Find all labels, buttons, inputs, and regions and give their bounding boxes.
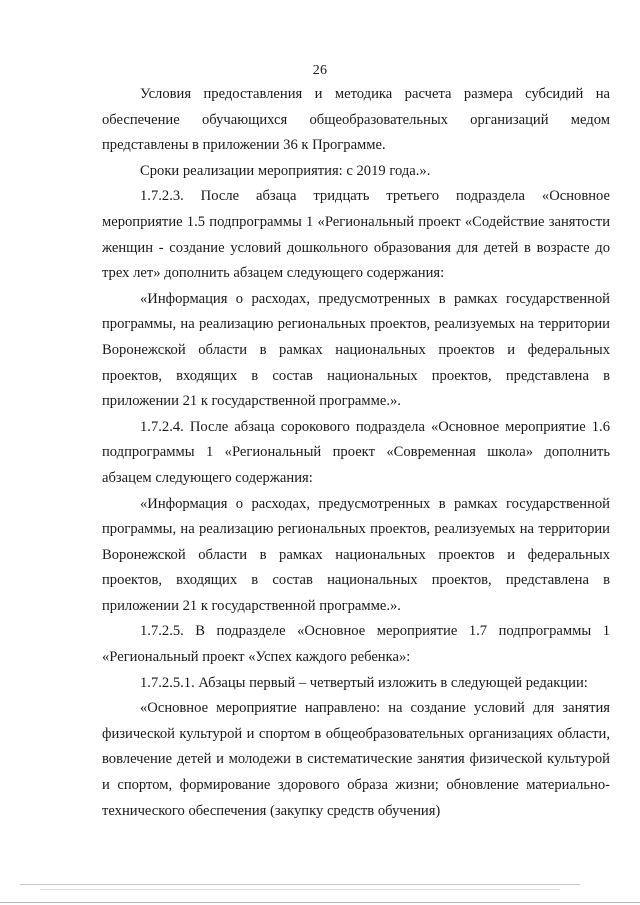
- paragraph-expenses-info-2: «Информация о расходах, предусмотренных в рамках государственной программы, на реализацию региональных проектов, реализуемых на территории Воронежской области в рамках национальных проектов и федеральных проектов, входящих в состав национальных проектов, представлена в приложении 21 к государственной программе.».: [102, 495, 610, 614]
- paragraph-expenses-info-1: «Информация о расходах, предусмотренных в рамках государственной программы, на реализацию региональных проектов, реализуемых на территории Воронежской области в рамках национальных проектов и федеральных проектов, входящих в состав национальных проектов, представлена в приложении 21 к государственной программе.».: [102, 290, 610, 410]
- page-number: 26: [312, 63, 328, 78]
- paragraph-subsidy-conditions: Условия предоставления и методика расчета размера субсидий на обеспечение обучающихся общеобразовательных организаций медом представлены в приложении 36 к Программе.: [102, 86, 610, 154]
- paragraph-1-7-2-5-1: 1.7.2.5.1. Абзацы первый – четвертый изложить в следующей редакции:: [140, 674, 588, 691]
- page-bottom-edge: [0, 902, 640, 903]
- paragraph-main-activity: «Основное мероприятие направлено: на создание условий для занятия физической культурой и спортом в общеобразовательных организациях области, вовлечение детей и молодежи в систематические занятия физической культурой и спортом, формирование здорового образа жизни; обновление материально-технического обеспечения (закупку средств обучения): [102, 700, 610, 819]
- paragraph-1-7-2-3: 1.7.2.3. После абзаца тридцать третьего подраздела «Основное мероприятие 1.5 подпрограммы 1 «Региональный проект «Содействие занятости женщин - создание условий дошкольного образования для детей в возрасте до трех лет» дополнить абзацем следующего содержания:: [102, 188, 610, 282]
- document-body: [102, 82, 610, 824]
- paragraph-1-7-2-5: 1.7.2.5. В подразделе «Основное мероприятие 1.7 подпрограммы 1 «Региональный проект «Успех каждого ребенка»:: [102, 623, 610, 666]
- scan-artifact-line: [20, 884, 580, 885]
- scan-artifact-line: [40, 889, 560, 890]
- paragraph-1-7-2-4: 1.7.2.4. После абзаца сорокового подраздела «Основное мероприятие 1.6 подпрограммы 1 «Региональный проект «Современная школа» дополнить абзацем следующего содержания:: [102, 418, 610, 486]
- paragraph-implementation-period: Сроки реализации мероприятия: с 2019 года.».: [140, 162, 431, 179]
